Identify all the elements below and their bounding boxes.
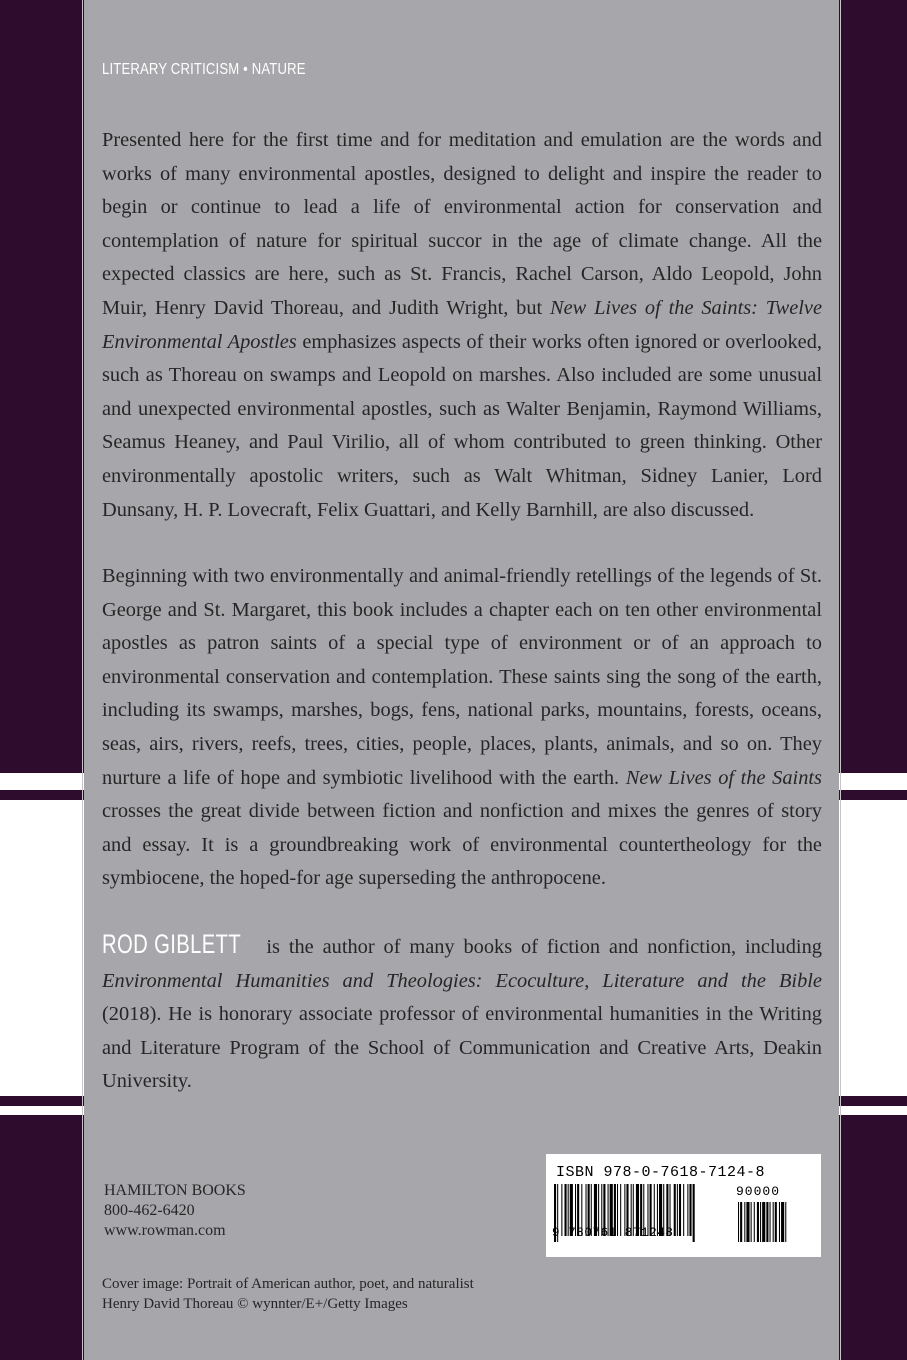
addon-bar [740,1202,742,1242]
frame-line-left [82,0,83,1360]
addon-bar [762,1202,765,1242]
text-run: Beginning with two environmentally and animal-friendly retellings of the legends of St. George and St. Margaret, this book includes a chapter each on ten other environmental apostles as patron saints of a special type of environment or of an approach to environmental conservation and contemplation. These saints sing the song of the earth, including its swamps, marshes, bogs, fens, national parks, mountains, forests, oceans, seas, airs, rivers, reefs, trees, cities, people, places, plants, animals, and so on. They nurture a life of hope and symbiotic livelihood with the earth. [102,565,822,789]
text-run: emphasizes aspects of their works often ignored or overlooked, such as Thoreau on swamps and Leopold on marshes. Also included are some unusual and unexpected environmental apostles, such as Walter Benjamin, Raymond Williams, Seamus Heaney, and Paul Virilio, all of whom contributed to green thinking. Other environmentally apostolic writers, such as Walt Whitman, Sidney Lanier, Lord Dunsany, H. P. Lovecraft, Felix Guattari, and Kelly Barnhill, are also discussed. [102,330,823,521]
addon-bar [760,1202,761,1242]
text-run: Presented here for the first time and for meditation and emulation are the words and works of many environmental apostles, designed to delight and inspire the reader to begin or continue to lead a life of environmental action for conservation and contemplation of nature for spiritual succor in the age of climate change. All the expected classics are here, such as St. Francis, Rachel Carson, Aldo Leopold, John Muir, Henry David Thoreau, and Judith Wright, but [102,129,822,319]
isbn-barcode [546,1154,821,1257]
addon-bar [779,1202,780,1242]
addon-bar [738,1202,739,1242]
publisher-website: www.rowman.com [104,1222,226,1239]
addon-bar [754,1202,755,1242]
publisher-name: HAMILTON BOOKS [104,1182,246,1199]
addon-bar [757,1202,759,1242]
addon-bar [770,1202,771,1242]
barcode-bar [674,1184,676,1236]
addon-bar [744,1202,745,1242]
text-run: (2018). He is honorary associate professor of environmental humanities in the Writing and Literature Program of the School of Communication and Creative Arts, Deakin University. [102,1003,822,1093]
publisher-block [104,1181,246,1241]
book-title-italic: New Lives of the Saints: Twelve Environmental Apostles [102,296,823,353]
barcode-bar [693,1184,695,1242]
text-run: is the author of many books of fiction and nonfiction, including [257,936,822,958]
addon-bar [781,1202,784,1242]
barcode-bar [683,1184,684,1236]
addon-digits: 90000 [736,1184,781,1199]
isbn-label: ISBN 978-0-7618-7124-8 [556,1164,766,1181]
ean-digits: 9 780761 871248 [552,1226,674,1240]
back-cover-panel [84,0,839,1360]
author-name: ROD GIBLETT [102,929,242,959]
barcode-bar [677,1184,678,1236]
cover-image-credit [102,1274,474,1314]
description-paragraph-1 [102,124,822,527]
book-title-italic: Environmental Humanities and Theologies: Ecoculture, Literature and the Bible [102,969,822,992]
barcode-bar [689,1184,691,1236]
addon-bar [751,1202,752,1242]
addon-bar [775,1202,777,1242]
barcode-bar [687,1184,688,1236]
addon-bar [785,1202,786,1242]
frame-line-right [840,0,841,1360]
addon-bar [766,1202,768,1242]
author-bio [102,928,822,1099]
book-title-italic: New Lives of the Saints [625,766,822,789]
credit-line-1: Cover image: Portrait of American author, poet, and naturalist [102,1276,474,1292]
credit-line-2: Henry David Thoreau © wynnter/E+/Getty Images [102,1296,408,1312]
addon-bar [746,1202,749,1242]
addon-bar [773,1202,774,1242]
text-run: crosses the great divide between fiction and nonfiction and mixes the genres of story and essay. It is a groundbreaking work of environmental countertheology for the symbiocene, the hoped-for age superseding the anthropocene. [102,800,822,890]
barcode-bar [679,1184,681,1236]
description-paragraph-2 [102,560,822,896]
publisher-phone: 800-462-6420 [104,1202,195,1219]
category-label: LITERARY CRITICISM • NATURE [102,61,306,78]
